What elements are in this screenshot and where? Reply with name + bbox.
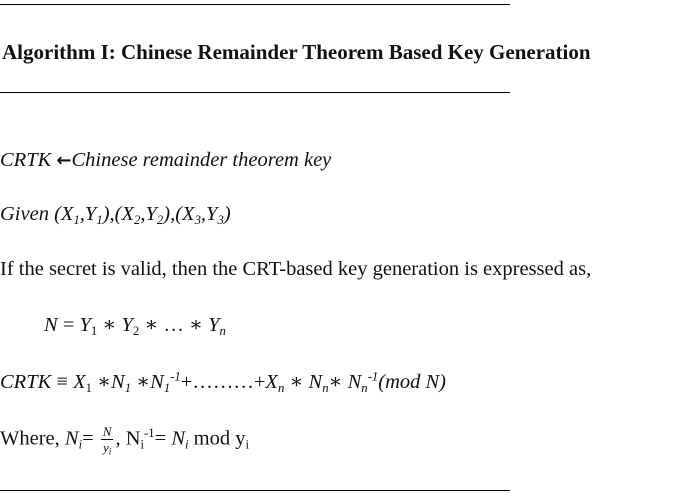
bottom-rule xyxy=(0,490,510,491)
top-rule xyxy=(0,4,510,5)
crtk-symbol: CRTK xyxy=(0,149,52,171)
condition-text: If the secret is valid, then the CRT-based key generation is expressed as, xyxy=(0,258,592,280)
given-pairs: Given $(X_1,Y_1),(X_2,Y_2),(X_3,Y_3)$ xyxy=(0,203,231,227)
header-rule xyxy=(0,92,510,93)
n-product-equation: $N = Y_1$ ∗ $Y_2$ ∗ … ∗ $Y_n$ xyxy=(44,314,226,338)
crtk-definition xyxy=(0,149,331,172)
given-label: Given xyxy=(0,203,49,225)
where-definition: Where, $N_i=$ $\frac{N}{y_i}$ , $N_i^{-1}= N_i$ mod $y_i$ xyxy=(0,424,250,457)
algorithm-title: Algorithm I: Chinese Remainder Theorem Based Key Generation xyxy=(2,40,591,64)
left-arrow-icon: ← xyxy=(56,150,72,171)
n-over-yi-fraction: $\frac{N}{y_i}$ xyxy=(102,424,112,457)
crtk-meaning: Chinese remainder theorem key xyxy=(71,149,332,171)
crtk-equation: CRTK ≡ $X_1$ $∗N_1$ $∗N_1^{-1}+\dots\dots\dots+X_n$ ∗ $N_n∗$ $N_n^{-1}(mod$ N) xyxy=(0,369,447,395)
